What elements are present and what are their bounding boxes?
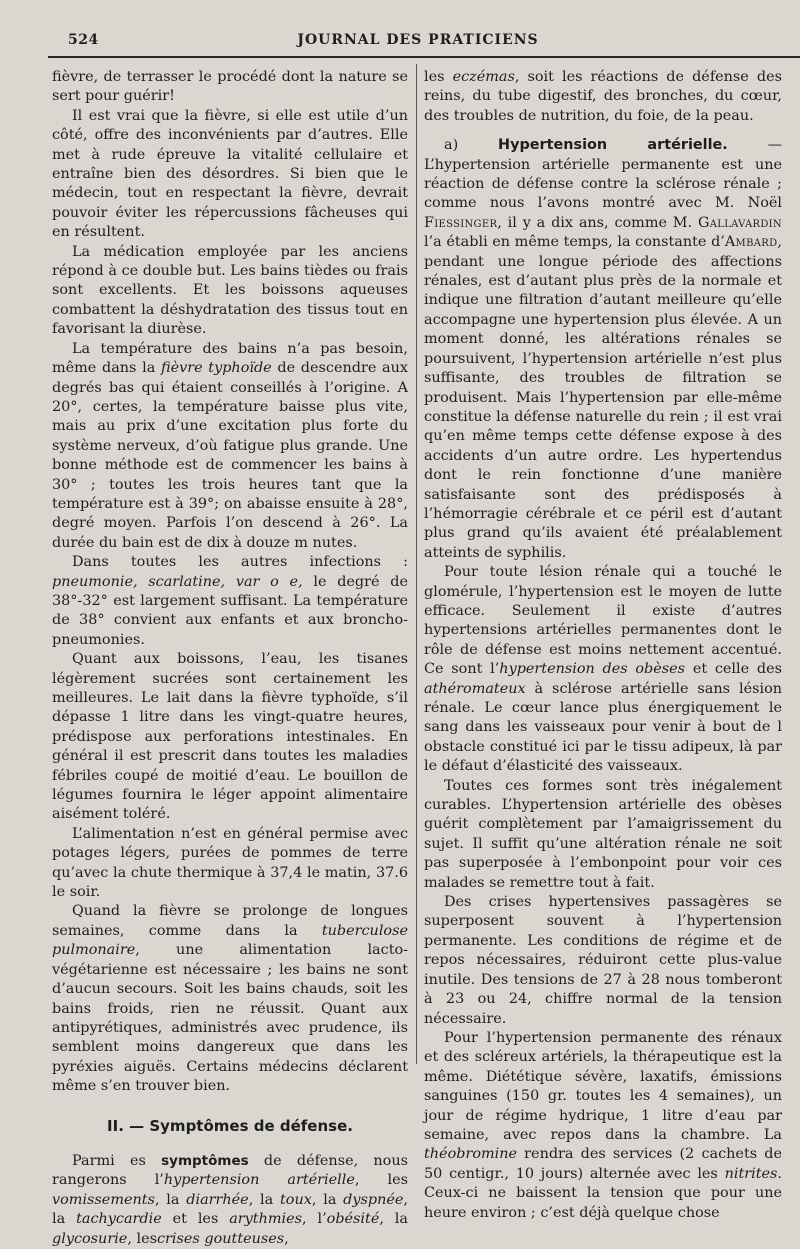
paragraph: Il est vrai que la fièvre, si elle est utile d’un côté, offre des inconvénients par d’autres. Elle met à rude épreuve la vitalité cellulaire et entraîne bien des désordres. Si bien que le médecin, tout en respectant la fièvre, devrait pouvoir éviter les répercussions fâcheuses qui en résultent. — [52, 107, 408, 241]
italic-term: fièvre typhoïde — [160, 360, 272, 377]
italic-term: athéromateux — [424, 680, 526, 697]
paragraph — [52, 340, 408, 553]
text-run: , pendant une longue période des affections rénales, est d’autant plus près de la normale et indique une filtration d’autant meilleure qu’elle accompagne une hypertension plus élevée. A un moment donné, les altérations rénales se poursuivent, l’hypertension artérielle n’est plus suffisante, des troubles de filtration se produisent. Mais l’hypertension par elle-même constitue la défense naturelle du rein ; il est vrai qu’en même temps cette défense expose à des accidents d’un autre ordre. Les hypertendus dont le rein fonctionne d’une manière satisfaisante sont des prédisposés à l’hémorragie cérébrale et ce péril est d’autant plus grand qu’ils avaient été préalablement atteints de syphilis. — [424, 234, 782, 561]
text-run: . Ceux-ci ne baissent la tension que pour une heure environ ; c’est déjà quelque chose — [424, 1165, 782, 1221]
paragraph — [424, 1029, 782, 1223]
italic-term: glycosurie — [52, 1230, 128, 1247]
italic-term: eczémas — [452, 69, 515, 85]
text-run: , les — [354, 1172, 409, 1189]
text-run: , les — [127, 1230, 157, 1247]
text-run: le degré de 38°-32° est largement suffisant. La température de 38° convient aux enfants et aux broncho-pneumonies. — [52, 573, 408, 648]
text-run: , soit les réactions de défense des reins, du tube digestif, des bronches, du cœur, des troubles de nutrition, du foie, de la peau. — [424, 69, 782, 124]
italic-term: théobromine — [424, 1146, 518, 1163]
text-run: Pour l’hypertension permanente des rénaux et des scléreux artériels, la thérapeutique est la même. Diététique sévère, laxatifs, émissions sanguines (150 gr. toutes les 4 semaines), un jour de régime hydrique, 1 litre d’eau par semaine, avec repos dans la chambre. La — [424, 1029, 782, 1143]
text-run: , une alimentation lacto-végétarienne est nécessaire ; les bains ne sont d’aucun secours. Soit les bains chauds, soit les bains froids, rien ne réussit. Quant aux antipyrétiques, administrés avec prudence, ils semblent moins dangereux que dans les pyréxies aiguës. Certains médecins déclarent même s’en trouver bien. — [52, 942, 408, 1095]
text-run: , l’ — [302, 1211, 327, 1228]
italic-term: arythmies — [229, 1211, 303, 1228]
text-run: , la — [52, 1191, 408, 1228]
italic-term: pneumonie, scarlatine, var o e, — [52, 573, 303, 590]
text-run: , il y a dix ans, comme M. — [497, 214, 698, 231]
italic-term: crises goutteuses — [156, 1230, 285, 1247]
text-run: les — [424, 69, 453, 85]
paragraph — [52, 553, 408, 650]
text-run: , la — [154, 1191, 187, 1208]
text-run: et celle des — [685, 661, 783, 678]
italic-term: obésité — [326, 1211, 380, 1228]
italic-term: diarrhée — [186, 1191, 249, 1208]
paragraph — [52, 902, 408, 1096]
italic-term: tuberculose pulmonaire — [52, 922, 408, 959]
column-divider — [416, 64, 417, 1064]
text-run: — L’hypertension artérielle permanente est une réaction de défense contre la sclérose rénale ; comme nous l’avons montré avec M. Noël — [424, 137, 783, 212]
paragraph: Quant aux boissons, l’eau, les tisanes légèrement sucrées sont certainement les meilleures. Le lait dans la fièvre typhoïde, s’il dépasse 1 litre dans les vingt-quatre heures, prédispose aux perforations intestinales. En général il est prescrit dans toutes les maladies fébriles coupé de moitié d’eau. Le bouillon de légumes fournira le léger appoint alimentaire aisément toléré. — [52, 651, 408, 823]
author-name: Gallavardin — [697, 214, 782, 231]
text-run: , la — [311, 1191, 344, 1208]
text-run: rendra des services (2 cachets de 50 centigr., 10 jours) alternée avec les — [424, 1146, 782, 1182]
italic-term: nitrites — [724, 1165, 778, 1182]
paragraph: La médication employée par les anciens répond à ce double but. Les bains tièdes ou frais sont excellents. Et les boissons aqueuses combattent la déshydratation des tissus tout en favorisant la diurèse. — [52, 243, 408, 338]
text-run: de défense, nous rangerons l’ — [52, 1152, 408, 1189]
text-run: , — [284, 1230, 289, 1247]
italic-term: dyspnée — [343, 1191, 404, 1208]
paragraph — [52, 1152, 408, 1249]
text-run: Dans toutes les autres infections : — [72, 554, 408, 571]
text-run: Quand la fièvre se prolonge de longues semaines, comme dans la — [52, 903, 408, 939]
text-run: de descendre aux degrés bas qui étaient conseillés à l’origine. A 20°, certes, la température baisse plus vite, mais au prix d’une excitation plus forte du système nerveux, d’où fatigue plus grande. Une bonne méthode est de commencer les bains à 30° ; toutes les trois heures tant que la température est à 39°; on abaisse ensuite à 28°, degré moyen. Parfois l’on descend à 26°. La durée du bain est de dix à douze m nutes. — [52, 360, 408, 551]
author-name: Fiessinger — [424, 214, 498, 231]
journal-title: JOURNAL DES PRATICIENS — [297, 32, 539, 48]
text-run: l’a établi en même temps, la constante d’ — [424, 234, 725, 251]
paragraph — [424, 563, 782, 776]
text-run: La température des bains n’a pas besoin, même dans la — [52, 340, 408, 377]
right-column — [424, 68, 782, 1223]
author-name: Ambard — [724, 234, 778, 251]
text-run: à sclérose artérielle sans lésion rénale. Le cœur lance plus énergiquement le sang dans les vaisseaux pour venir à bout de l obstacle constitué ici par le tissu adipeux, là par le défaut d’élasticité des vaisseaux. — [424, 680, 782, 775]
italic-term: hypertension artérielle — [163, 1172, 355, 1189]
text-run: , la — [379, 1211, 408, 1228]
paragraph — [424, 68, 782, 126]
text-run: Pour toute lésion rénale qui a touché le glomérule, l’hypertension est le moyen de lutte efficace. Seulement il existe d’autres hypertensions artérielles permanentes dont le rôle de défense est moins nettement accentué. Ce sont l’ — [424, 564, 782, 678]
text-run: Parmi es — [72, 1152, 162, 1169]
header-rule — [48, 56, 800, 58]
text-run: , la — [248, 1191, 281, 1208]
text-run: a) — [444, 137, 499, 154]
page-header — [48, 30, 788, 52]
text-run: et les — [161, 1211, 230, 1228]
paragraph: L’alimentation n’est en général permise avec potages légers, purées de pommes de terre qu’avec la chute thermique à 37,4 le matin, 37.6 le soir. — [52, 825, 408, 901]
section-heading: II. — Symptômes de défense. — [107, 1116, 353, 1135]
subsection-heading: Hypertension artérielle. — [498, 137, 728, 154]
italic-term: hypertension des obèses — [499, 661, 686, 678]
page-number: 524 — [68, 32, 99, 48]
paragraph: Des crises hypertensives passagères se superposent souvent à l’hypertension permanente. Les conditions de régime et de repos nécessaires, réduiront cette plus-value inutile. Des tensions de 27 à 28 nous tomberont à 23 ou 24, chiffre normal de la tension nécessaire. — [424, 894, 782, 1027]
italic-term: vomissements — [52, 1191, 155, 1208]
italic-term: tachycardie — [76, 1211, 162, 1228]
paragraph: Toutes ces formes sont très inégalement curables. L’hypertension artérielle des obèses guérit complètement par l’amaigrissement du sujet. Il suffit qu’une altération rénale ne soit pas superposée à l’embonpoint pour voir ces malades se remettre tout à fait. — [424, 777, 782, 891]
bold-term: symptômes — [161, 1152, 249, 1169]
paragraph: fièvre, de terrasser le procédé dont la nature se sert pour guérir! — [52, 69, 408, 105]
italic-term: toux — [280, 1191, 312, 1208]
paragraph — [424, 136, 782, 563]
